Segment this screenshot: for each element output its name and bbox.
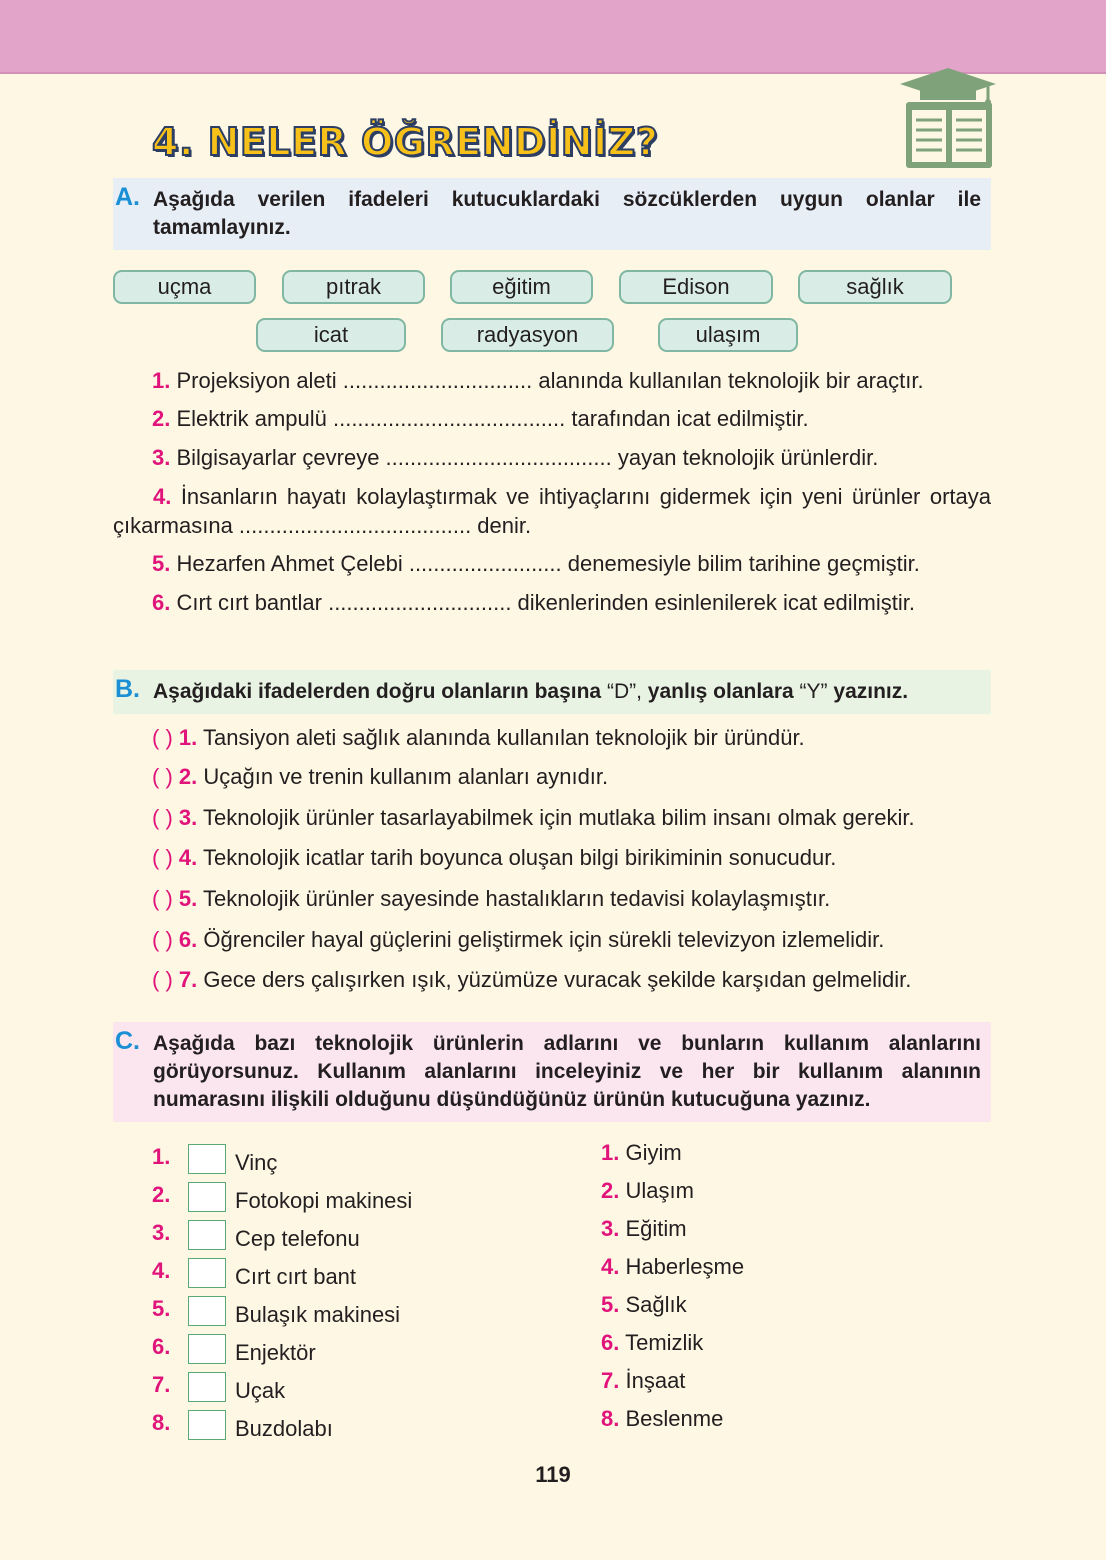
area-name: Eğitim: [625, 1216, 687, 1241]
answer-parentheses[interactable]: ( ): [152, 967, 173, 992]
product-name: Enjektör: [235, 1340, 316, 1365]
usage-area-item: [601, 1139, 682, 1167]
section-b-instruction: [113, 670, 991, 714]
product-name: Cep telefonu: [235, 1226, 360, 1251]
area-name: Haberleşme: [625, 1254, 745, 1279]
section-b-y-label: “Y”: [799, 680, 828, 703]
section-a-instruction-text: Aşağıda verilen ifadeleri kutucuklardaki sözcüklerden uygun olanlar ile tamamlayınız.: [153, 188, 981, 239]
word-chip: eğitim: [450, 270, 593, 304]
product-name: Vinç: [235, 1150, 278, 1175]
item-text: Tansiyon aleti sağlık alanında kullanılan teknolojik bir üründür.: [202, 725, 805, 750]
item-number: 1.: [178, 725, 198, 750]
answer-box[interactable]: [188, 1410, 226, 1440]
area-number: 1.: [601, 1140, 620, 1165]
answer-parentheses[interactable]: ( ): [152, 845, 173, 870]
word-chip: ulaşım: [658, 318, 798, 352]
graduation-cap-book-icon: [896, 66, 1000, 170]
answer-box[interactable]: [188, 1372, 226, 1402]
product-name: Uçak: [235, 1378, 286, 1403]
section-b-instruction-text: yazınız.: [833, 680, 909, 703]
answer-box[interactable]: [188, 1220, 226, 1250]
section-c-instruction-text: Aşağıda bazı teknolojik ürünlerin adlarını ve bunların kullanım alanlarını görüyorsunuz. Kullanım alanlarını inceleyiniz ve her bir kullanım alanının numarasını ilişkili olduğunu düşündüğünüz ürünün kutucuğuna yazınız.: [153, 1032, 981, 1111]
true-false-item: [152, 844, 836, 872]
item-text: Teknolojik ürünler sayesinde hastalıkların tedavisi kolaylaşmıştır.: [202, 886, 831, 911]
product-number: 3.: [152, 1220, 171, 1245]
answer-parentheses[interactable]: ( ): [152, 805, 173, 830]
page-title: 4. NELER ÖĞRENDİNİZ?: [152, 120, 659, 164]
item-text: Elektrik ampulü ...................................... tarafından icat edilmiştir.: [176, 406, 809, 431]
answer-parentheses[interactable]: ( ): [152, 764, 173, 789]
answer-parentheses[interactable]: ( ): [152, 725, 173, 750]
product-name: Bulaşık makinesi: [235, 1302, 401, 1327]
item-number: 5.: [178, 886, 198, 911]
section-b-instruction-text: Aşağıdaki ifadelerden doğru olanların başına: [153, 680, 602, 703]
item-number: 3.: [178, 805, 198, 830]
true-false-item: [152, 926, 884, 954]
word-chip: Edison: [619, 270, 773, 304]
true-false-item: [152, 763, 608, 791]
area-name: Beslenme: [625, 1406, 724, 1431]
fill-in-item: [113, 482, 991, 540]
item-text: Uçağın ve trenin kullanım alanları aynıdır.: [203, 764, 609, 789]
item-text: Projeksiyon aleti ............................... alanında kullanılan teknolojik bir araçtır.: [176, 368, 924, 393]
item-text: Teknolojik icatlar tarih boyunca oluşan bilgi birikiminin sonucudur.: [202, 845, 837, 870]
section-b-instruction-text: yanlış olanlara: [647, 680, 794, 703]
item-number: 5.: [152, 551, 171, 576]
item-number: 3.: [152, 445, 171, 470]
item-number: 6.: [152, 590, 171, 615]
item-number: 1.: [152, 368, 171, 393]
fill-in-item: [152, 550, 920, 578]
area-number: 8.: [601, 1406, 620, 1431]
area-number: 4.: [601, 1254, 620, 1279]
product-number: 2.: [152, 1182, 171, 1207]
product-number: 7.: [152, 1372, 171, 1397]
true-false-item: [152, 885, 830, 913]
answer-box[interactable]: [188, 1296, 226, 1326]
true-false-item: [152, 724, 805, 752]
area-name: Temizlik: [625, 1330, 704, 1355]
area-number: 6.: [601, 1330, 620, 1355]
word-chip: icat: [256, 318, 406, 352]
item-text: İnsanların hayatı kolaylaştırmak ve ihtiyaçlarını gidermek için yeni ürünler ortaya çıkarmasına ...................................... denir.: [113, 484, 991, 538]
true-false-item: [152, 804, 915, 832]
section-b-letter: B.: [115, 675, 140, 703]
word-chip: uçma: [113, 270, 256, 304]
section-a-letter: A.: [115, 183, 140, 211]
area-number: 5.: [601, 1292, 620, 1317]
item-text: Teknolojik ürünler tasarlayabilmek için mutlaka bilim insanı olmak gerekir.: [202, 805, 915, 830]
usage-area-item: [601, 1215, 687, 1243]
answer-box[interactable]: [188, 1258, 226, 1288]
product-number: 5.: [152, 1296, 171, 1321]
answer-parentheses[interactable]: ( ): [152, 886, 173, 911]
product-number: 8.: [152, 1410, 171, 1435]
product-name: Buzdolabı: [235, 1416, 333, 1441]
fill-in-item: [152, 367, 924, 395]
usage-area-item: [601, 1405, 723, 1433]
item-number: 4.: [153, 484, 172, 509]
page-number: 119: [535, 1462, 571, 1487]
area-number: 7.: [601, 1368, 620, 1393]
word-chip: pıtrak: [282, 270, 425, 304]
answer-box[interactable]: [188, 1182, 226, 1212]
item-text: Öğrenciler hayal güçlerini geliştirmek için sürekli televizyon izlemelidir.: [203, 927, 885, 952]
item-text: Hezarfen Ahmet Çelebi ......................... denemesiyle bilim tarihine geçmiştir.: [176, 551, 920, 576]
section-c-instruction: [113, 1022, 991, 1122]
top-color-band: [0, 0, 1106, 74]
product-number: 6.: [152, 1334, 171, 1359]
section-c-letter: C.: [115, 1027, 140, 1055]
item-text: Gece ders çalışırken ışık, yüzümüze vuracak şekilde karşıdan gelmelidir.: [203, 967, 912, 992]
answer-parentheses[interactable]: ( ): [152, 927, 173, 952]
word-chip: radyasyon: [441, 318, 614, 352]
usage-area-item: [601, 1177, 694, 1205]
area-name: İnşaat: [625, 1368, 686, 1393]
item-number: 2.: [178, 764, 198, 789]
item-number: 7.: [178, 967, 198, 992]
item-number: 2.: [152, 406, 171, 431]
word-chip: sağlık: [798, 270, 952, 304]
answer-box[interactable]: [188, 1334, 226, 1364]
product-name: Fotokopi makinesi: [235, 1188, 413, 1213]
product-name: Cırt cırt bant: [235, 1264, 357, 1289]
area-number: 3.: [601, 1216, 620, 1241]
item-number: 4.: [178, 845, 198, 870]
area-number: 2.: [601, 1178, 620, 1203]
area-name: Giyim: [625, 1140, 682, 1165]
product-number: 4.: [152, 1258, 171, 1283]
fill-in-item: [152, 589, 915, 617]
item-text: Cırt cırt bantlar .............................. dikenlerinden esinlenilerek icat edilmiştir.: [176, 590, 915, 615]
usage-area-item: [601, 1291, 687, 1319]
usage-area-item: [601, 1329, 703, 1357]
fill-in-item: [152, 444, 878, 472]
product-number: 1.: [152, 1144, 171, 1169]
true-false-item: [152, 966, 911, 994]
item-number: 6.: [178, 927, 198, 952]
section-b-d-label: “D”,: [606, 680, 642, 703]
answer-box[interactable]: [188, 1144, 226, 1174]
item-text: Bilgisayarlar çevreye ..................................... yayan teknolojik ürünlerdir.: [176, 445, 879, 470]
area-name: Sağlık: [625, 1292, 687, 1317]
fill-in-item: [152, 405, 809, 433]
usage-area-item: [601, 1253, 744, 1281]
area-name: Ulaşım: [625, 1178, 694, 1203]
section-a-instruction: [113, 178, 991, 250]
usage-area-item: [601, 1367, 685, 1395]
